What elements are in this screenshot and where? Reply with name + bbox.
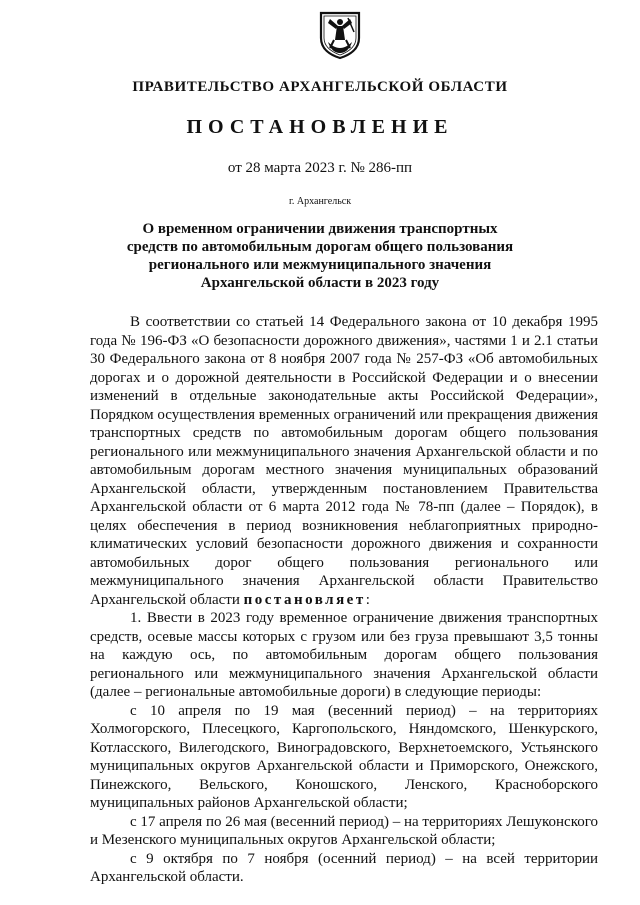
title-line: средств по автомобильным дорогам общего пользования	[126, 239, 514, 255]
document-title	[100, 220, 540, 292]
title-line: Архангельской области в 2023 году	[200, 275, 440, 291]
decree-word: постановляет	[243, 591, 366, 608]
title-line: регионального или межмуниципального значения	[148, 257, 492, 273]
period-1-paragraph: с 10 апреля по 19 мая (весенний период) – на территориях Холмогорского, Плесецкого, Каргопольского, Няндомского, Шенкурского, Котласского, Вилегодского, Виноградовского, Верхнетоемского, Устьянского муниципальных округов Архангельской области и Приморского, Онежского, Пинежского, Вельского, Коношского, Ленского, Красноборского муниципальных районов Архангельской области;	[90, 702, 598, 811]
intro-text: В соответствии со статьей 14 Федерального закона от 10 декабря 1995 года № 196-ФЗ «О безопасности дорожного движения», частями 1 и 2.1 статьи 30 Федерального закона от 8 ноября 2007 года № 257-ФЗ «Об автомобильных дорогах и о дорожной деятельности в Российской Федерации и о внесении изменений в отдельные законодательные акты Российской Федерации», Порядком осуществления временных ограничений или прекращения движения транспортных средств по автомобильным дорогам общего пользования регионального или межмуниципального значения Архангельской области и по автомобильным дорогам местного значения муниципальных образований Архангельской области, утвержденным постановлением Правительства Архангельской области от 6 марта 2012 года № 78-пп (далее – Порядок), в целях обеспечения в период возникновения неблагоприятных природно-климатических условий безопасности дорожного движения и сохранности автомобильных дорог общего пользования регионального или межмуниципального значения Архангельской области Правительство Архангельской области	[90, 314, 598, 608]
item-1-paragraph: 1. Ввести в 2023 году временное ограничение движения транспортных средств, осевые массы которых с грузом или без груза превышают 3,5 тонны на каждую ось, по автомобильным дорогам общего пользования регионального или межмуниципального значения Архангельской области (далее – региональные автомобильные дороги) в следующие периоды:	[90, 610, 598, 700]
government-name: ПРАВИТЕЛЬСТВО АРХАНГЕЛЬСКОЙ ОБЛАСТИ	[132, 79, 508, 95]
document-type: ПОСТАНОВЛЕНИЕ	[186, 116, 454, 138]
period-2-paragraph: с 17 апреля по 26 мая (весенний период) – на территориях Лешуконского и Мезенского муниципальных округов Архангельской области;	[90, 813, 598, 848]
intro-paragraph	[90, 313, 598, 609]
title-line: О временном ограничении движения транспортных	[142, 221, 498, 237]
decree-colon: :	[365, 591, 370, 608]
document-body	[90, 313, 598, 887]
document-city: г. Архангельск	[288, 196, 352, 207]
coat-of-arms-icon	[318, 10, 362, 60]
document-date-number: от 28 марта 2023 г. № 286-пп	[227, 160, 413, 176]
period-3-paragraph: с 9 октября по 7 ноября (осенний период) – на всей территории Архангельской области.	[90, 850, 598, 885]
